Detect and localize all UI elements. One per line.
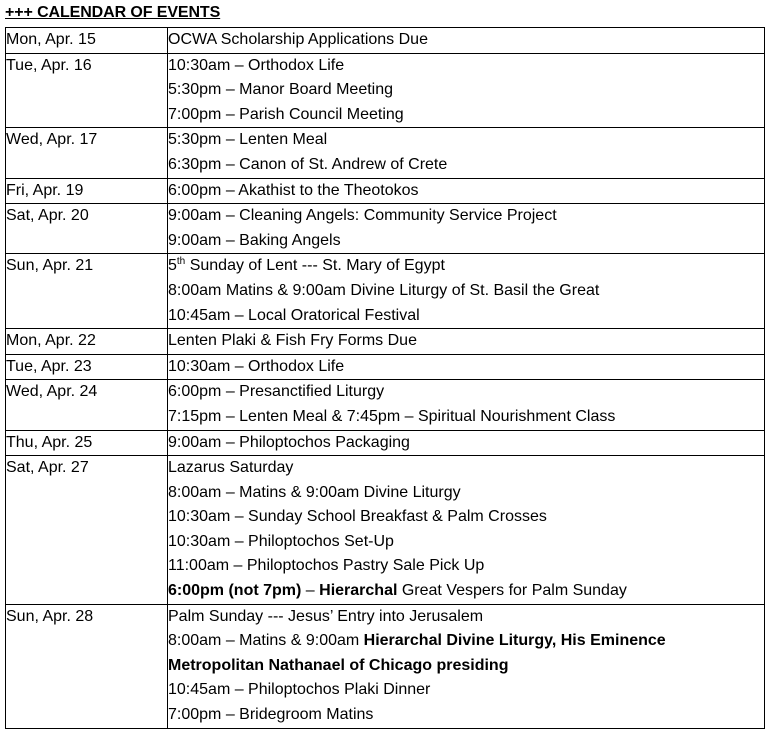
date-cell xyxy=(6,128,168,178)
calendar-row xyxy=(6,254,765,329)
calendar-row xyxy=(6,604,765,728)
events-cell xyxy=(168,456,765,605)
event-text-bold: Hierarchal Divine Liturgy, His Eminence xyxy=(363,632,666,650)
date-cell xyxy=(6,604,168,728)
event-text: Great Vespers for Palm Sunday xyxy=(397,582,627,600)
event-date: Thu, Apr. 25 xyxy=(6,433,93,451)
date-cell xyxy=(6,178,168,204)
event-line: 7:00pm – Parish Council Meeting xyxy=(168,105,404,123)
date-cell xyxy=(6,28,168,54)
event-date: Tue, Apr. 23 xyxy=(6,357,92,375)
calendar-row xyxy=(6,354,765,380)
date-cell xyxy=(6,204,168,254)
event-text: Sunday of Lent --- St. Mary of Egypt xyxy=(185,257,445,275)
event-line: 10:45am – Local Oratorical Festival xyxy=(168,306,420,324)
events-cell xyxy=(168,53,765,128)
event-line: 9:00am – Philoptochos Packaging xyxy=(168,433,410,451)
date-cell xyxy=(6,430,168,456)
event-date: Mon, Apr. 22 xyxy=(6,332,96,350)
event-line: Lazarus Saturday xyxy=(168,459,294,477)
event-date: Wed, Apr. 24 xyxy=(6,383,98,401)
events-cell xyxy=(168,354,765,380)
events-cell xyxy=(168,380,765,430)
event-line: Palm Sunday --- Jesus’ Entry into Jerusalem xyxy=(168,607,484,625)
event-line xyxy=(168,629,764,654)
event-date: Sat, Apr. 20 xyxy=(6,207,89,225)
calendar-table-body xyxy=(6,28,765,729)
event-line: 8:00am Matins & 9:00am Divine Liturgy of St. Basil the Great xyxy=(168,281,600,299)
event-date: Mon, Apr. 15 xyxy=(6,31,96,48)
events-cell xyxy=(168,204,765,254)
calendar-title: +++ CALENDAR OF EVENTS xyxy=(5,4,221,21)
event-line: 6:00pm – Presanctified Liturgy xyxy=(168,383,385,401)
event-line: 9:00am – Cleaning Angels: Community Service Project xyxy=(168,207,557,225)
events-cell xyxy=(168,430,765,456)
event-line: 5:30pm – Manor Board Meeting xyxy=(168,81,394,99)
events-cell xyxy=(168,604,765,728)
event-line: 10:45am – Philoptochos Plaki Dinner xyxy=(168,681,431,699)
event-text-bold: Metropolitan Nathanael of Chicago presiding xyxy=(168,656,509,674)
event-text: – xyxy=(301,582,320,600)
event-line: 7:15pm – Lenten Meal & 7:45pm – Spiritual Nourishment Class xyxy=(168,407,616,425)
calendar-row xyxy=(6,456,765,605)
calendar-table xyxy=(5,27,765,729)
date-cell xyxy=(6,53,168,128)
event-line: 10:30am – Orthodox Life xyxy=(168,357,345,375)
date-cell xyxy=(6,380,168,430)
event-date: Fri, Apr. 19 xyxy=(6,181,84,199)
event-line: 5:30pm – Lenten Meal xyxy=(168,131,328,149)
event-line xyxy=(168,579,764,604)
event-line: 7:00pm – Bridegroom Matins xyxy=(168,706,374,724)
calendar-row xyxy=(6,380,765,430)
event-date: Sun, Apr. 28 xyxy=(6,607,94,625)
event-line: 10:30am – Orthodox Life xyxy=(168,56,345,74)
ordinal-number: 5 xyxy=(168,257,177,275)
event-line: 8:00am – Matins & 9:00am Divine Liturgy xyxy=(168,483,461,501)
event-text-bold: 6:00pm (not 7pm) xyxy=(168,582,302,600)
event-text-bold: Hierarchal xyxy=(319,582,398,600)
event-date: Sat, Apr. 27 xyxy=(6,459,89,477)
calendar-row xyxy=(6,128,765,178)
event-line: OCWA Scholarship Applications Due xyxy=(168,31,428,48)
events-cell xyxy=(168,178,765,204)
event-line xyxy=(168,654,764,679)
date-cell xyxy=(6,354,168,380)
event-line: Lenten Plaki & Fish Fry Forms Due xyxy=(168,332,417,350)
events-cell xyxy=(168,254,765,329)
ordinal-suffix: th xyxy=(176,256,186,268)
events-cell xyxy=(168,28,765,54)
event-text: 8:00am – Matins & 9:00am xyxy=(168,632,364,650)
event-line: 10:30am – Philoptochos Set-Up xyxy=(168,532,394,550)
event-date: Tue, Apr. 16 xyxy=(6,56,92,74)
event-date: Sun, Apr. 21 xyxy=(6,257,94,275)
calendar-row xyxy=(6,329,765,355)
events-cell xyxy=(168,329,765,355)
date-cell xyxy=(6,329,168,355)
calendar-row xyxy=(6,430,765,456)
calendar-row xyxy=(6,28,765,54)
date-cell xyxy=(6,254,168,329)
event-line: 9:00am – Baking Angels xyxy=(168,231,341,249)
calendar-row xyxy=(6,204,765,254)
event-line xyxy=(168,254,764,279)
calendar-row xyxy=(6,178,765,204)
event-line: 6:00pm – Akathist to the Theotokos xyxy=(168,181,419,199)
events-cell xyxy=(168,128,765,178)
event-line: 10:30am – Sunday School Breakfast & Palm Crosses xyxy=(168,508,547,526)
event-date: Wed, Apr. 17 xyxy=(6,131,98,149)
event-line: 6:30pm – Canon of St. Andrew of Crete xyxy=(168,155,448,173)
date-cell xyxy=(6,456,168,605)
calendar-row xyxy=(6,53,765,128)
event-line: 11:00am – Philoptochos Pastry Sale Pick Up xyxy=(168,557,485,575)
